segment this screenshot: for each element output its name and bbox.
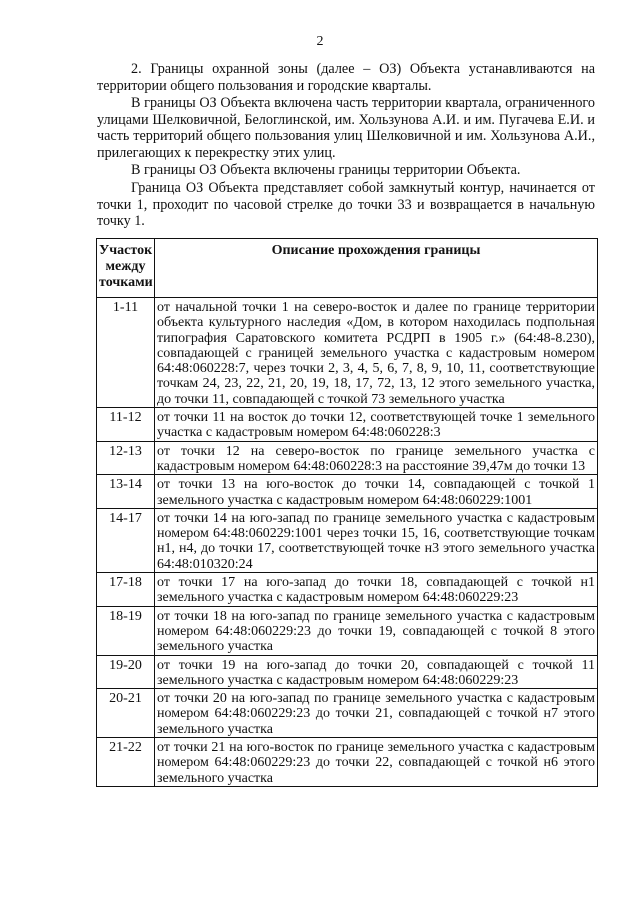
table-row [97,475,598,509]
boundary-table [96,238,598,787]
description-cell: от точки 14 на юго-запад по границе земельного участка с кадастровым номером 64:48:060229:1001 через точки 15, 16, соответствующие точкам н1, н4, до точки 17, соответствующей точке н3 этого земельного участка 64:48:010320:24 [155,508,598,572]
description-cell: от начальной точки 1 на северо-восток и далее по границе территории объекта культурного наследия «Дом, в котором находилась подпольная типография Саратовского комитета РСДРП в 1905 г.» (64:48-8.230), совпадающей с границей земельного участка с кадастровым номером 64:48:060228:7, через точки 2, 3, 4, 5, 6, 7, 8, 9, 10, 11, соответствующие точкам 24, 23, 22, 21, 20, 19, 18, 17, 72, 13, 12 этого земельного участка, до точки 11, совпадающей с точкой 73 земельного участка [155,298,598,408]
table-header-row [97,239,598,298]
description-cell: от точки 19 на юго-запад до точки 20, совпадающей с точкой 11 земельного участка с кадастровым номером 64:48:060229:23 [155,655,598,689]
page-number: 2 [316,34,324,49]
table-row [97,408,598,442]
table-row [97,573,598,607]
header-segment: Участок между точками [97,239,155,298]
table-row [97,441,598,475]
description-cell: от точки 20 на юго-запад по границе земельного участка с кадастровым номером 64:48:060229:23 до точки 21, совпадающей с точкой н7 этого земельного участка [155,689,598,738]
paragraph-zone-composition: В границы ОЗ Объекта включена часть территории квартала, ограниченного улицами Шелковичной, Белоглинской, им. Хользунова А.И. и им. Пугачева Е.И. и часть территорий общего пользования улиц Шелковичной и им. Хользунова А.И., прилегающих к перекрестку этих улиц. [97,95,595,161]
table-row [97,655,598,689]
segment-cell: 13-14 [97,475,155,509]
description-cell: от точки 12 на северо-восток по границе земельного участка с кадастровым номером 64:48:060228:3 на расстояние 39,47м до точки 13 [155,441,598,475]
description-cell: от точки 21 на юго-восток по границе земельного участка с кадастровым номером 64:48:060229:23 до точки 22, совпадающей с точкой н6 этого земельного участка [155,738,598,787]
description-cell: от точки 18 на юго-запад по границе земельного участка с кадастровым номером 64:48:060229:23 до точки 19, совпадающей с точкой 8 этого земельного участка [155,606,598,655]
table-row [97,689,598,738]
segment-cell: 21-22 [97,738,155,787]
paragraph-contour: Граница ОЗ Объекта представляет собой замкнутый контур, начинается от точки 1, проходит по часовой стрелке до точки 33 и возвращается в начальную точку 1. [97,180,595,229]
table-row [97,738,598,787]
table-row [97,606,598,655]
segment-cell: 20-21 [97,689,155,738]
segment-cell: 18-19 [97,606,155,655]
description-cell: от точки 13 на юго-восток до точки 14, совпадающей с точкой 1 земельного участка с кадастровым номером 64:48:060229:1001 [155,475,598,509]
header-description: Описание прохождения границы [155,239,598,298]
segment-cell: 11-12 [97,408,155,442]
segment-cell: 14-17 [97,508,155,572]
table-row [97,298,598,408]
table-row [97,508,598,572]
segment-cell: 17-18 [97,573,155,607]
paragraph-protection-zone: 2. Границы охранной зоны (далее – ОЗ) Объекта устанавливаются на территории общего пользования и городские кварталы. [97,61,595,94]
description-cell: от точки 17 на юго-запад до точки 18, совпадающей с точкой н1 земельного участка с кадастровым номером 64:48:060229:23 [155,573,598,607]
segment-cell: 1-11 [97,298,155,408]
description-cell: от точки 11 на восток до точки 12, соответствующей точке 1 земельного участка с кадастровым номером 64:48:060228:3 [155,408,598,442]
segment-cell: 19-20 [97,655,155,689]
paragraph-object-territory: В границы ОЗ Объекта включены границы территории Объекта. [131,162,521,178]
segment-cell: 12-13 [97,441,155,475]
